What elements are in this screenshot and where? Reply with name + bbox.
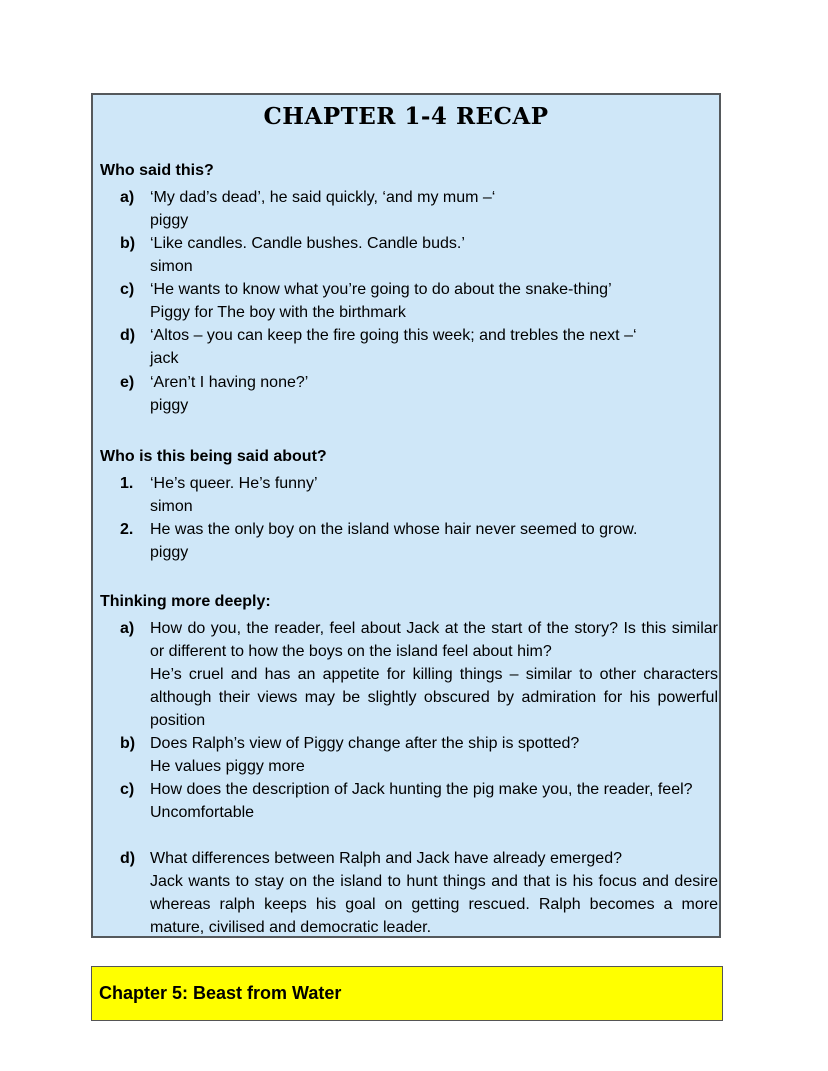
item-marker: 2. [120,521,134,538]
recap-title: CHAPTER 1-4 RECAP [263,103,549,130]
quote-text: He was the only boy on the island whose hair never seemed to grow. [150,521,638,538]
item-marker: b) [120,735,136,752]
item-marker: d) [120,850,136,867]
recap-box [91,93,721,938]
answer-text: simon [150,258,193,275]
chapter-5-title: Chapter 5: Beast from Water [99,983,342,1003]
section-heading-who-about: Who is this being said about? [100,448,327,465]
quote-text: ‘My dad’s dead’, he said quickly, ‘and my mum –‘ [150,189,496,206]
answer-text: Jack wants to stay on the island to hunt things and that is his focus and desire whereas ralph keeps his goal on getting rescued. Ralph becomes a more mature, civilised and democratic leader. [150,873,718,936]
section-heading-thinking: Thinking more deeply: [100,593,271,610]
question-text: What differences between Ralph and Jack have already emerged? [150,850,622,867]
answer-text: Uncomfortable [150,804,255,821]
answer-text: piggy [150,544,189,561]
answer-text: simon [150,498,193,515]
list-item [120,324,718,370]
answer-text: Piggy for The boy with the birthmark [150,304,406,321]
chapter-5-heading-box [91,966,723,1021]
list-item [120,518,718,564]
item-marker: a) [120,620,135,637]
quote-text: ‘He wants to know what you’re going to do about the snake-thing’ [150,281,612,298]
list-item [120,186,718,232]
answer-text: He values piggy more [150,758,305,775]
list-item [120,847,718,939]
item-marker: a) [120,189,135,206]
list-item [120,732,718,778]
list-item [120,278,718,324]
quote-text: ‘Aren’t I having none?’ [150,374,309,391]
list-item [120,472,718,518]
question-text: Does Ralph’s view of Piggy change after the ship is spotted? [150,735,580,752]
list-item [120,617,718,732]
item-marker: b) [120,235,136,252]
section-heading-who-said: Who said this? [100,162,214,179]
quote-text: ‘Altos – you can keep the fire going this week; and trebles the next –‘ [150,327,637,344]
item-marker: c) [120,781,135,798]
item-marker: 1. [120,475,134,492]
question-text: How does the description of Jack hunting the pig make you, the reader, feel? [150,781,693,798]
quote-text: ‘Like candles. Candle bushes. Candle buds.’ [150,235,465,252]
answer-text: piggy [150,212,189,229]
item-marker: e) [120,374,135,391]
item-marker: c) [120,281,135,298]
list-item [120,232,718,278]
answer-text: jack [150,350,179,367]
quote-text: ‘He’s queer. He’s funny’ [150,475,318,492]
list-item [120,778,718,824]
list-item [120,371,718,417]
item-marker: d) [120,327,136,344]
answer-text: He’s cruel and has an appetite for killing things – similar to other characters although their views may be slightly obscured by admiration for his powerful position [150,666,718,729]
answer-text: piggy [150,397,189,414]
question-text: How do you, the reader, feel about Jack at the start of the story? Is this similar or different to how the boys on the island feel about him? [150,620,718,660]
